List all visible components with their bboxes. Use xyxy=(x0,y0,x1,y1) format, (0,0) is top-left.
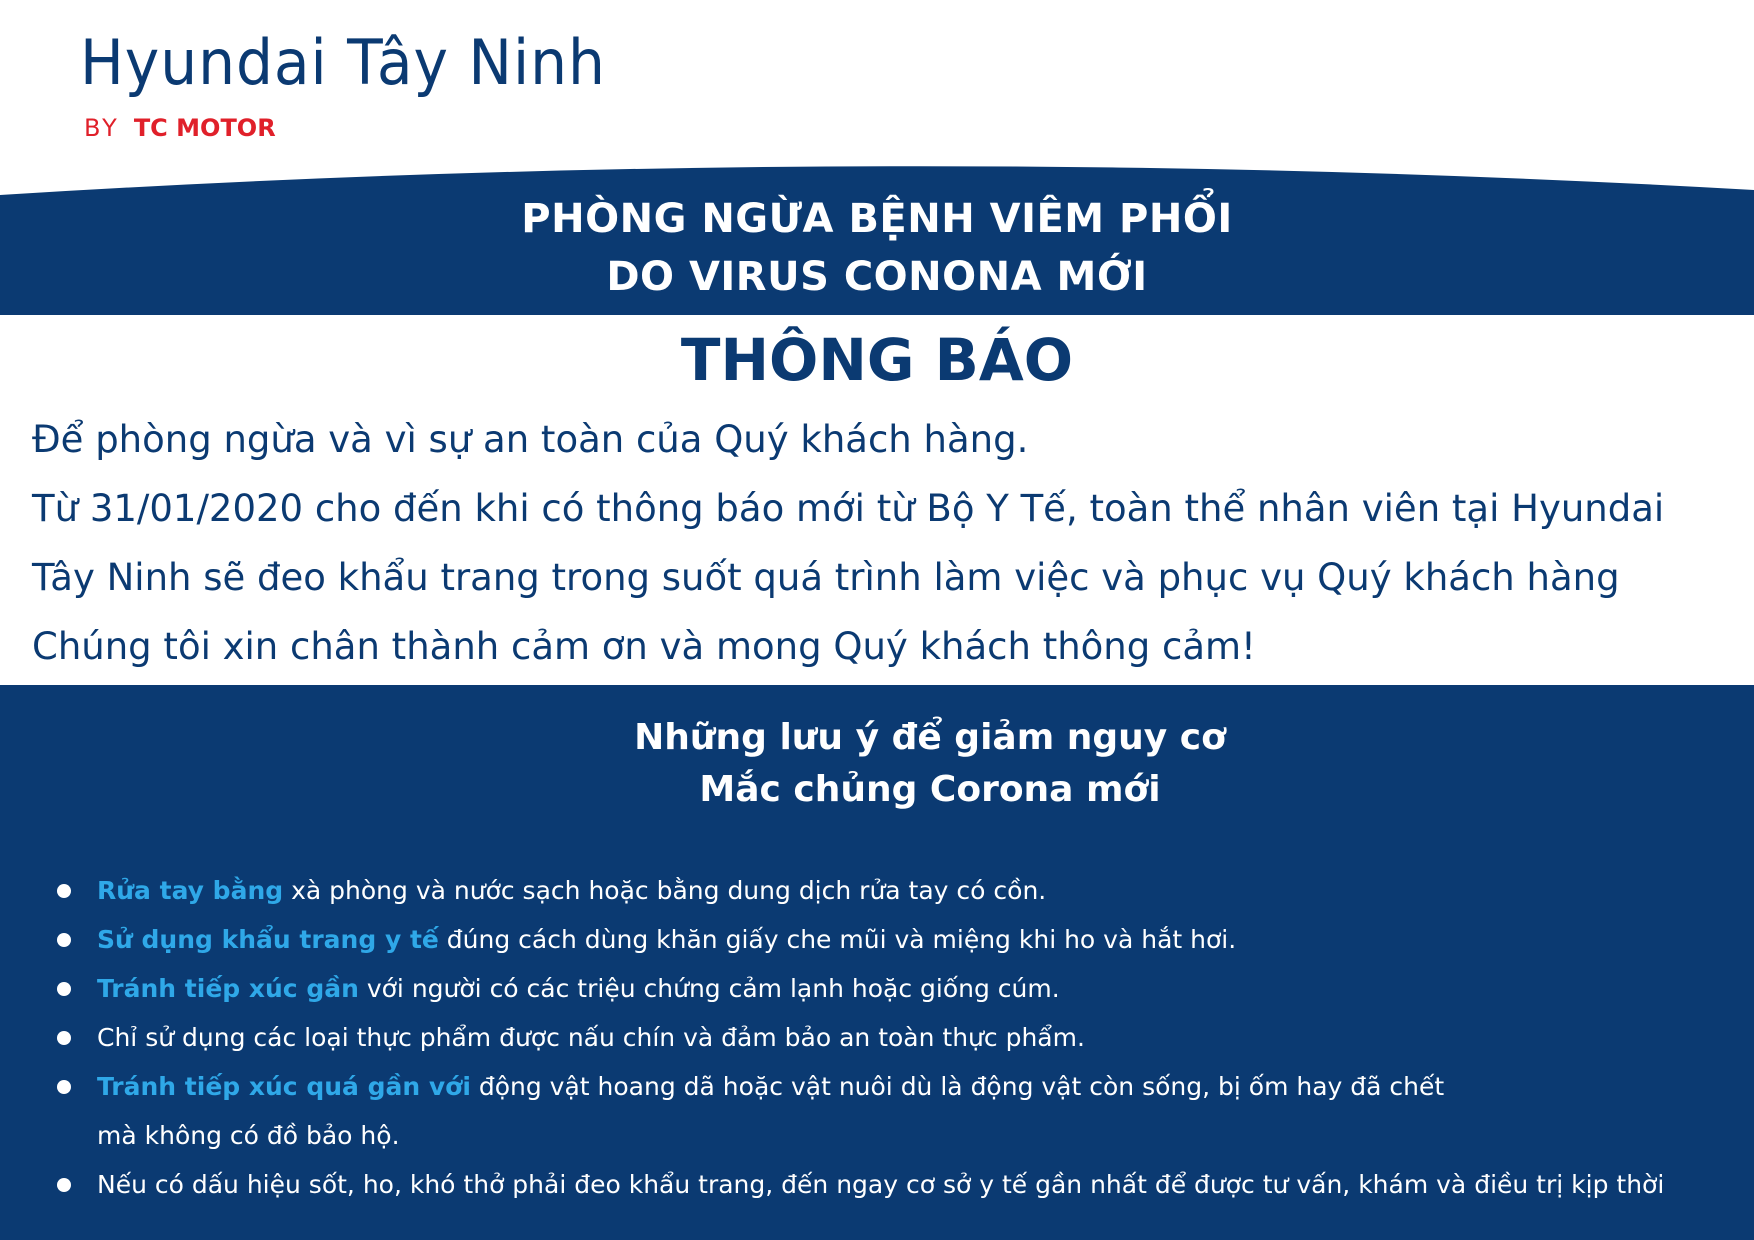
tip-text: đúng cách dùng khăn giấy che mũi và miệng khi ho và hắt hơi. xyxy=(438,925,1237,954)
tip-continuation: mà không có đồ bảo hộ. xyxy=(97,1121,400,1150)
tip-text: Chỉ sử dụng các loại thực phẩm được nấu chín và đảm bảo an toàn thực phẩm. xyxy=(97,1023,1085,1052)
notice-line: Từ 31/01/2020 cho đến khi có thông báo mới từ Bộ Y Tế, toàn thể nhân viên tại Hyundai xyxy=(32,487,1665,530)
notice-title: THÔNG BÁO xyxy=(680,326,1074,394)
tips-title-line1: Những lưu ý để giảm nguy cơ xyxy=(634,717,1226,758)
notice-line: Chúng tôi xin chân thành cảm ơn và mong Quý khách thông cảm! xyxy=(32,625,1256,668)
list-item xyxy=(55,866,1735,915)
list-item xyxy=(55,1013,1735,1062)
list-item xyxy=(55,964,1735,1013)
header-title xyxy=(0,190,1754,306)
header-title-line2: DO VIRUS CONONA MỚI xyxy=(606,254,1148,300)
brand-byline xyxy=(84,116,276,140)
tip-text: động vật hoang dã hoặc vật nuôi dù là động vật còn sống, bị ốm hay đã chết xyxy=(470,1072,1445,1101)
bullet-icon xyxy=(57,933,71,947)
notice-line: Tây Ninh sẽ đeo khẩu trang trong suốt quá trình làm việc và phục vụ Quý khách hàng xyxy=(32,556,1620,599)
list-item xyxy=(55,1062,1735,1160)
tip-highlight: Tránh tiếp xúc quá gần với xyxy=(97,1072,471,1101)
tips-title-line2: Mắc chủng Corona mới xyxy=(699,769,1161,810)
list-item xyxy=(55,1160,1735,1209)
brand-name: Hyundai Tây Ninh xyxy=(80,26,606,99)
tips-list xyxy=(55,866,1735,1209)
tip-text: xà phòng và nước sạch hoặc bằng dung dịch rửa tay có cồn. xyxy=(283,876,1047,905)
bullet-icon xyxy=(57,1178,71,1192)
bullet-icon xyxy=(57,884,71,898)
notice-body xyxy=(32,405,1732,681)
tip-highlight: Rửa tay bằng xyxy=(97,876,284,905)
tip-highlight: Tránh tiếp xúc gần xyxy=(97,974,359,1003)
bullet-icon xyxy=(57,982,71,996)
brand-by: BY xyxy=(84,114,120,142)
tip-text: Nếu có dấu hiệu sốt, ho, khó thở phải đeo khẩu trang, đến ngay cơ sở y tế gần nhất để được tư vấn, khám và điều trị kịp thời xyxy=(97,1170,1665,1199)
bullet-icon xyxy=(57,1080,71,1094)
tip-text: với người có các triệu chứng cảm lạnh hoặc giống cúm. xyxy=(358,974,1060,1003)
list-item xyxy=(55,915,1735,964)
brand-logo xyxy=(80,26,639,142)
tip-highlight: Sử dụng khẩu trang y tế xyxy=(97,925,439,954)
bullet-icon xyxy=(57,1031,71,1045)
header-title-line1: PHÒNG NGỪA BỆNH VIÊM PHỔI xyxy=(521,196,1233,242)
brand-partner: TC MOTOR xyxy=(133,114,276,142)
notice-line: Để phòng ngừa và vì sự an toàn của Quý khách hàng. xyxy=(32,418,1029,461)
tips-title xyxy=(0,712,1754,816)
